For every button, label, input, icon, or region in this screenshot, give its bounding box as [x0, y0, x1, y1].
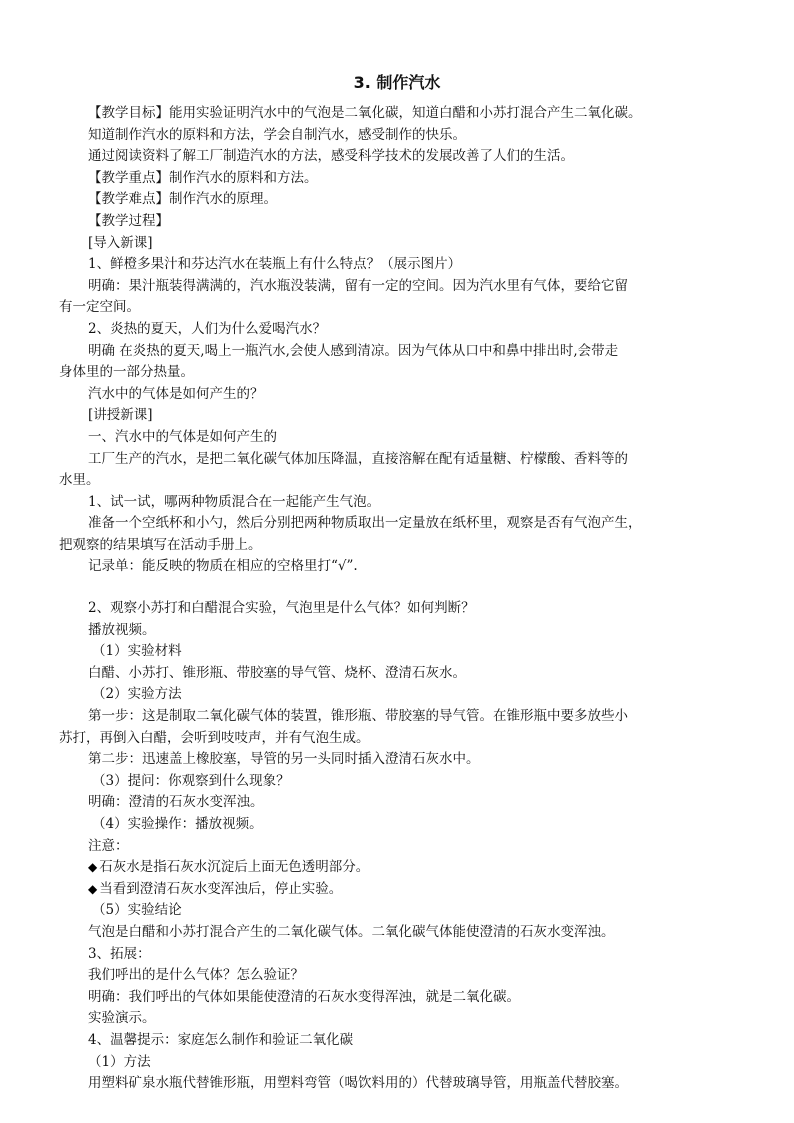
activity-line: 2、观察小苏打和白醋混合实验，气泡里是什么气体？如何判断？ [88, 600, 475, 617]
subsection-heading: 4、温馨提示：家庭怎么制作和验证二氧化碳 [88, 1031, 354, 1048]
answer-line: 明确：果汁瓶装得满满的，汽水瓶没装满，留有一定的空间。因为汽水里有气体，要给它留 [88, 277, 628, 294]
note-heading: 注意： [88, 837, 129, 854]
paragraph-line-continued: 水里。 [59, 472, 100, 489]
activity-line: 1、试一试，哪两种物质混合在一起能产生气泡。 [88, 493, 381, 510]
key-point-line: 【教学重点】制作汽水的原料和方法。 [88, 169, 318, 186]
note-item [88, 879, 738, 901]
paragraph-line: 知道制作汽水的原料和方法，学会自制汽水，感受制作的快乐。 [88, 126, 466, 143]
step-heading: （1）方法 [88, 1053, 151, 1070]
teaching-objective-line: 【教学目标】能用实验证明汽水中的气泡是二氧化碳，知道白醋和小苏打混合产生二氧化碳。 [88, 105, 642, 121]
answer-line: 明确：澄清的石灰水变浑浊。 [88, 794, 264, 811]
step-heading: （5）实验结论 [92, 902, 182, 919]
note-item-text: 当看到澄清石灰水变浑浊后，停止实验。 [99, 880, 343, 897]
answer-line-continued: 有一定空间。 [59, 299, 140, 316]
step-heading: （1）实验材料 [92, 643, 182, 660]
paragraph-line: 第二步：迅速盖上橡胶塞，导管的另一头同时插入澄清石灰水中。 [88, 751, 480, 768]
page-title: 3. 制作汽水 [353, 73, 441, 92]
paragraph-line: 工厂生产的汽水，是把二氧化碳气体加压降温，直接溶解在配有适量糖、柠檬酸、香料等的 [88, 450, 628, 467]
question-line: 2、炎热的夏天，人们为什么爱喝汽水？ [88, 320, 327, 337]
diamond-bullet-icon: ◆ [88, 860, 98, 875]
subsection-heading: 一、汽水中的气体是如何产生的 [88, 428, 277, 445]
section-heading-lecture: [讲授新课] [88, 407, 153, 424]
step-heading: （2）实验方法 [92, 686, 182, 703]
paragraph-line: 白醋、小苏打、锥形瓶、带胶塞的导气管、烧杯、澄清石灰水。 [88, 664, 466, 681]
note-item-text: 石灰水是指石灰水沉淀后上面无色透明部分。 [99, 859, 370, 876]
difficulty-line: 【教学难点】制作汽水的原理。 [88, 191, 277, 208]
answer-line-continued: 身体里的一部分热量。 [59, 364, 194, 381]
step-heading: （3）提问：你观察到什么现象？ [92, 772, 290, 789]
answer-line: 明确：我们呼出的气体如果能使澄清的石灰水变得浑浊，就是二氧化碳。 [88, 988, 520, 1005]
question-line: 我们呼出的是什么气体？怎么验证？ [88, 967, 304, 984]
answer-line: 明确 在炎热的夏天,喝上一瓶汽水,会使人感到清凉。因为气体从口中和鼻中排出时,会带走 [88, 342, 619, 359]
paragraph-line: 气泡是白醋和小苏打混合产生的二氧化碳气体。二氧化碳气体能使澄清的石灰水变浑浊。 [88, 923, 615, 940]
paragraph-line: 第一步：这是制取二氧化碳气体的装置，锥形瓶、带胶塞的导气管。在锥形瓶中要多放些小 [88, 708, 628, 725]
process-heading: 【教学过程】 [88, 212, 169, 229]
note-item [88, 857, 738, 879]
paragraph-line: 用塑料矿泉水瓶代替锥形瓶，用塑料弯管（喝饮料用的）代替玻璃导管，用瓶盖代替胶塞。 [88, 1075, 628, 1092]
subsection-heading: 3、拓展： [88, 945, 151, 962]
paragraph-line-continued: 把观察的结果填写在活动手册上。 [59, 536, 262, 553]
paragraph-line: 实验演示。 [88, 1010, 156, 1027]
document-body [59, 103, 738, 1095]
section-heading-intro: [导入新课] [88, 234, 153, 251]
step-heading: （4）实验操作：播放视频。 [92, 816, 263, 832]
question-line: 汽水中的气体是如何产生的？ [88, 385, 264, 402]
record-sheet-line: 记录单：能反映的物质在相应的空格里打“√”. [88, 558, 358, 575]
paragraph-line: 通过阅读资料了解工厂制造汽水的方法，感受科学技术的发展改善了人们的生活。 [88, 148, 574, 165]
paragraph-line: 准备一个空纸杯和小勺，然后分别把两种物质取出一定量放在纸杯里，观察是否有气泡产生， [88, 515, 642, 532]
diamond-bullet-icon: ◆ [88, 881, 98, 896]
question-line: 1、鲜橙多果汁和芬达汽水在装瓶上有什么特点？（展示图片） [88, 256, 462, 273]
blank-line [88, 578, 738, 598]
paragraph-line: 播放视频。 [88, 621, 156, 638]
paragraph-line-continued: 苏打，再倒入白醋，会听到吱吱声，并有气泡生成。 [59, 729, 370, 746]
